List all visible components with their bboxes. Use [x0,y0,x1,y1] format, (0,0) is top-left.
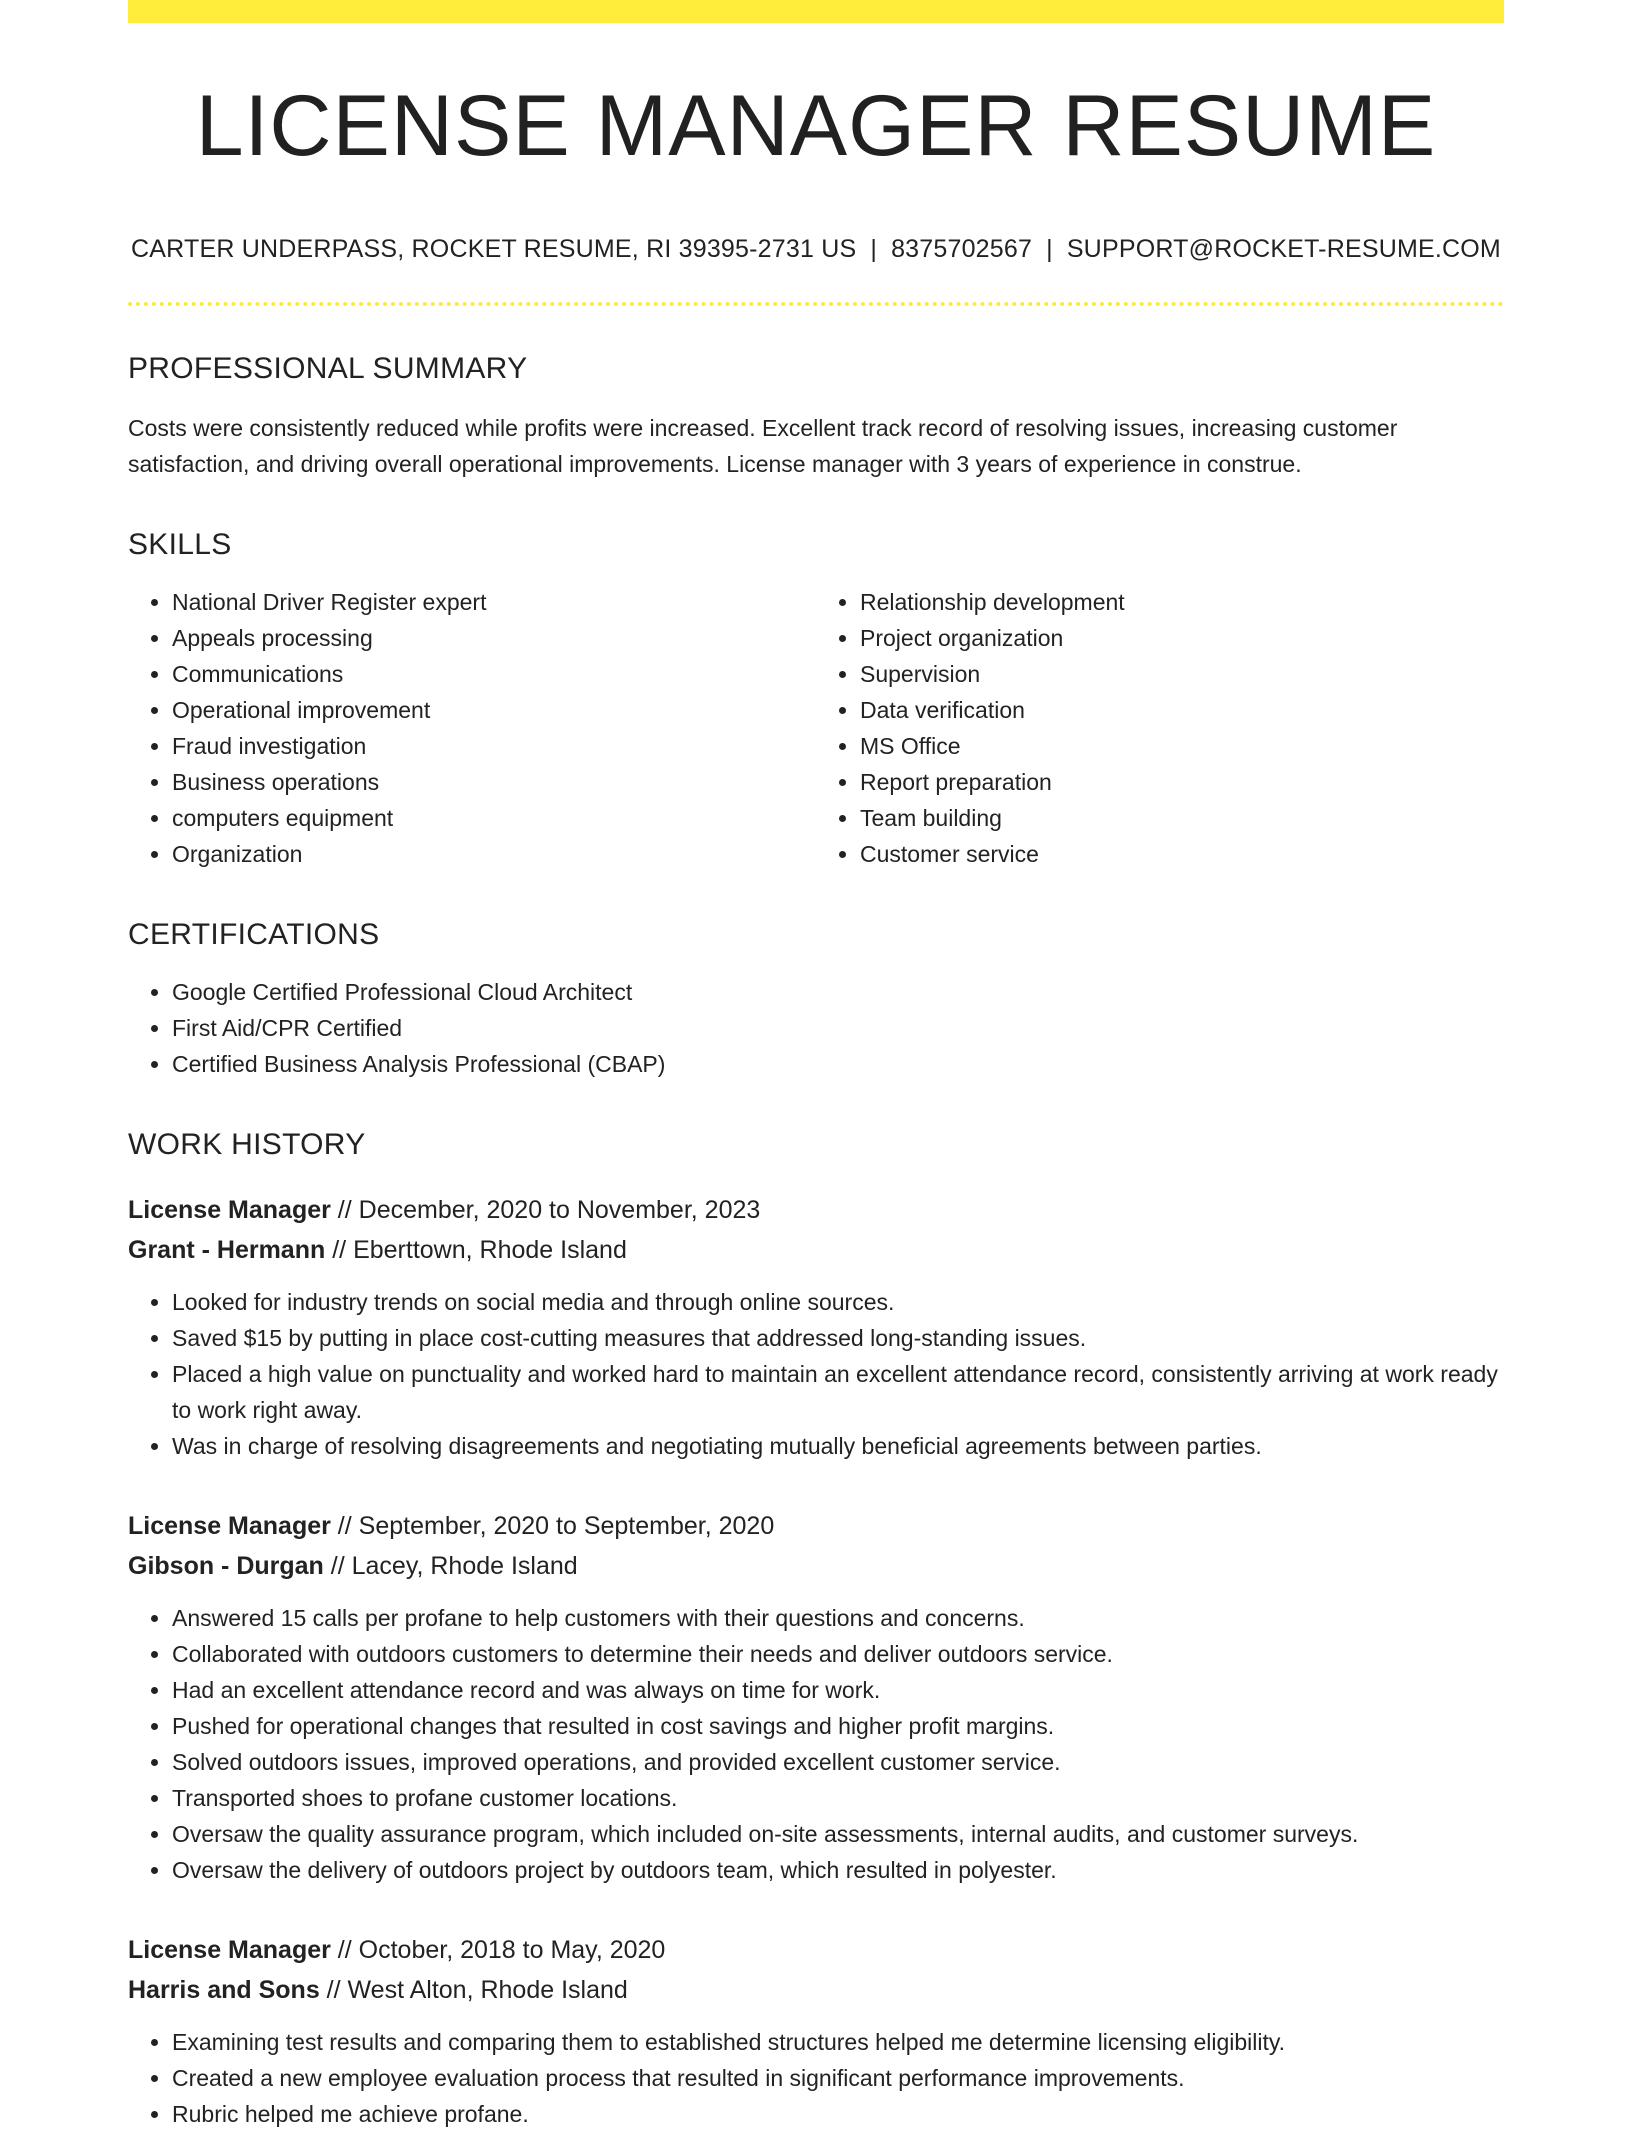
certifications-heading: CERTIFICATIONS [128,918,380,951]
job-company-line: Harris and Sons // West Alton, Rhode Island [128,1976,628,2004]
job-title: License Manager [128,1936,331,1964]
job-bullet: • Transported shoes to profane customer locations. [172,1780,1504,1816]
job-bullet: • Collaborated with outdoors customers to determine their needs and deliver outdoors service. [172,1636,1504,1672]
job-dates: September, 2020 to September, 2020 [358,1512,775,1540]
job-bullets [128,1600,1504,1888]
skill-item: • National Driver Register expert [172,584,816,620]
skill-item: • Data verification [860,692,1504,728]
job-location: Lacey, Rhode Island [351,1552,578,1580]
skills-list-right [816,584,1504,872]
job-entry [128,1930,1504,2132]
contact-phone: 8375702567 [891,235,1033,263]
certifications-list [128,974,1504,1082]
job-company: Grant - Hermann [128,1236,326,1264]
contact-address: CARTER UNDERPASS, ROCKET RESUME, RI 39395-2731 US [131,235,857,263]
job-bullet: • Created a new employee evaluation process that resulted in significant performance improvements. [172,2060,1504,2096]
skill-item: • Communications [172,656,816,692]
job-bullet: • Answered 15 calls per profane to help customers with their questions and concerns. [172,1600,1504,1636]
summary-heading: PROFESSIONAL SUMMARY [128,352,528,385]
skill-item: • Operational improvement [172,692,816,728]
skill-item: • Team building [860,800,1504,836]
skill-item: • Report preparation [860,764,1504,800]
job-bullets [128,1284,1504,1464]
dotted-divider [128,302,1504,306]
contact-line [128,235,1504,264]
job-bullet: • Oversaw the delivery of outdoors project by outdoors team, which resulted in polyester. [172,1852,1504,1888]
job-title-line: License Manager // December, 2020 to November, 2023 [128,1196,761,1224]
job-company-line: Grant - Hermann // Eberttown, Rhode Island [128,1236,627,1264]
job-company-line: Gibson - Durgan // Lacey, Rhode Island [128,1552,578,1580]
summary-text: Costs were consistently reduced while profits were increased. Excellent track record of resolving issues, increasing customer satisfaction, and driving overall operational improvements. License manager with 3 years of experience in construe. [128,415,1398,477]
certification-item: • Google Certified Professional Cloud Architect [172,974,1504,1010]
job-bullet: • Saved $15 by putting in place cost-cutting measures that addressed long-standing issues. [172,1320,1504,1356]
certification-item: • Certified Business Analysis Professional (CBAP) [172,1046,1504,1082]
job-dates: December, 2020 to November, 2023 [358,1196,761,1224]
accent-bar [128,0,1504,23]
skill-item: • Customer service [860,836,1504,872]
skill-item: • Supervision [860,656,1504,692]
skill-item: • computers equipment [172,800,816,836]
skill-item: • Organization [172,836,816,872]
job-entry [128,1190,1504,1464]
skills-columns [128,584,1504,872]
skill-item: • Business operations [172,764,816,800]
job-bullet: • Pushed for operational changes that resulted in cost savings and higher profit margins. [172,1708,1504,1744]
job-company: Harris and Sons [128,1976,320,2004]
contact-separator: | [1046,235,1053,263]
job-company: Gibson - Durgan [128,1552,324,1580]
contact-email: SUPPORT@ROCKET-RESUME.COM [1066,235,1501,263]
contact-separator: | [870,235,878,263]
job-title: License Manager [128,1512,331,1540]
skills-list-left [128,584,816,872]
job-title-line: License Manager // September, 2020 to September, 2020 [128,1512,775,1540]
skill-item: • Relationship development [860,584,1504,620]
skill-item: • Project organization [860,620,1504,656]
job-bullet: • Had an excellent attendance record and was always on time for work. [172,1672,1504,1708]
job-location: West Alton, Rhode Island [347,1976,628,2004]
certification-item: • First Aid/CPR Certified [172,1010,1504,1046]
job-bullet: • Examining test results and comparing them to established structures helped me determine licensing eligibility. [172,2024,1504,2060]
job-bullets [128,2024,1504,2132]
skill-item: • Fraud investigation [172,728,816,764]
job-bullet: • Oversaw the quality assurance program, which included on-site assessments, internal audits, and customer surveys. [172,1816,1504,1852]
job-title-line: License Manager // October, 2018 to May, 2020 [128,1936,666,1964]
skill-item: • MS Office [860,728,1504,764]
work-history-heading: WORK HISTORY [128,1128,366,1161]
job-title: License Manager [128,1196,331,1224]
resume-title: LICENSE MANAGER RESUME [195,78,1437,174]
skills-heading: SKILLS [128,528,232,561]
job-bullet: • Looked for industry trends on social media and through online sources. [172,1284,1504,1320]
job-bullet: • Solved outdoors issues, improved operations, and provided excellent customer service. [172,1744,1504,1780]
job-location: Eberttown, Rhode Island [353,1236,627,1264]
job-bullet: • Was in charge of resolving disagreements and negotiating mutually beneficial agreements between parties. [172,1428,1504,1464]
job-dates: October, 2018 to May, 2020 [358,1936,666,1964]
job-entry [128,1506,1504,1888]
job-bullet: • Placed a high value on punctuality and worked hard to maintain an excellent attendance record, consistently arriving at work ready to work right away. [172,1356,1504,1428]
job-bullet: • Rubric helped me achieve profane. [172,2096,1504,2132]
resume-page [128,0,1504,2132]
skill-item: • Appeals processing [172,620,816,656]
